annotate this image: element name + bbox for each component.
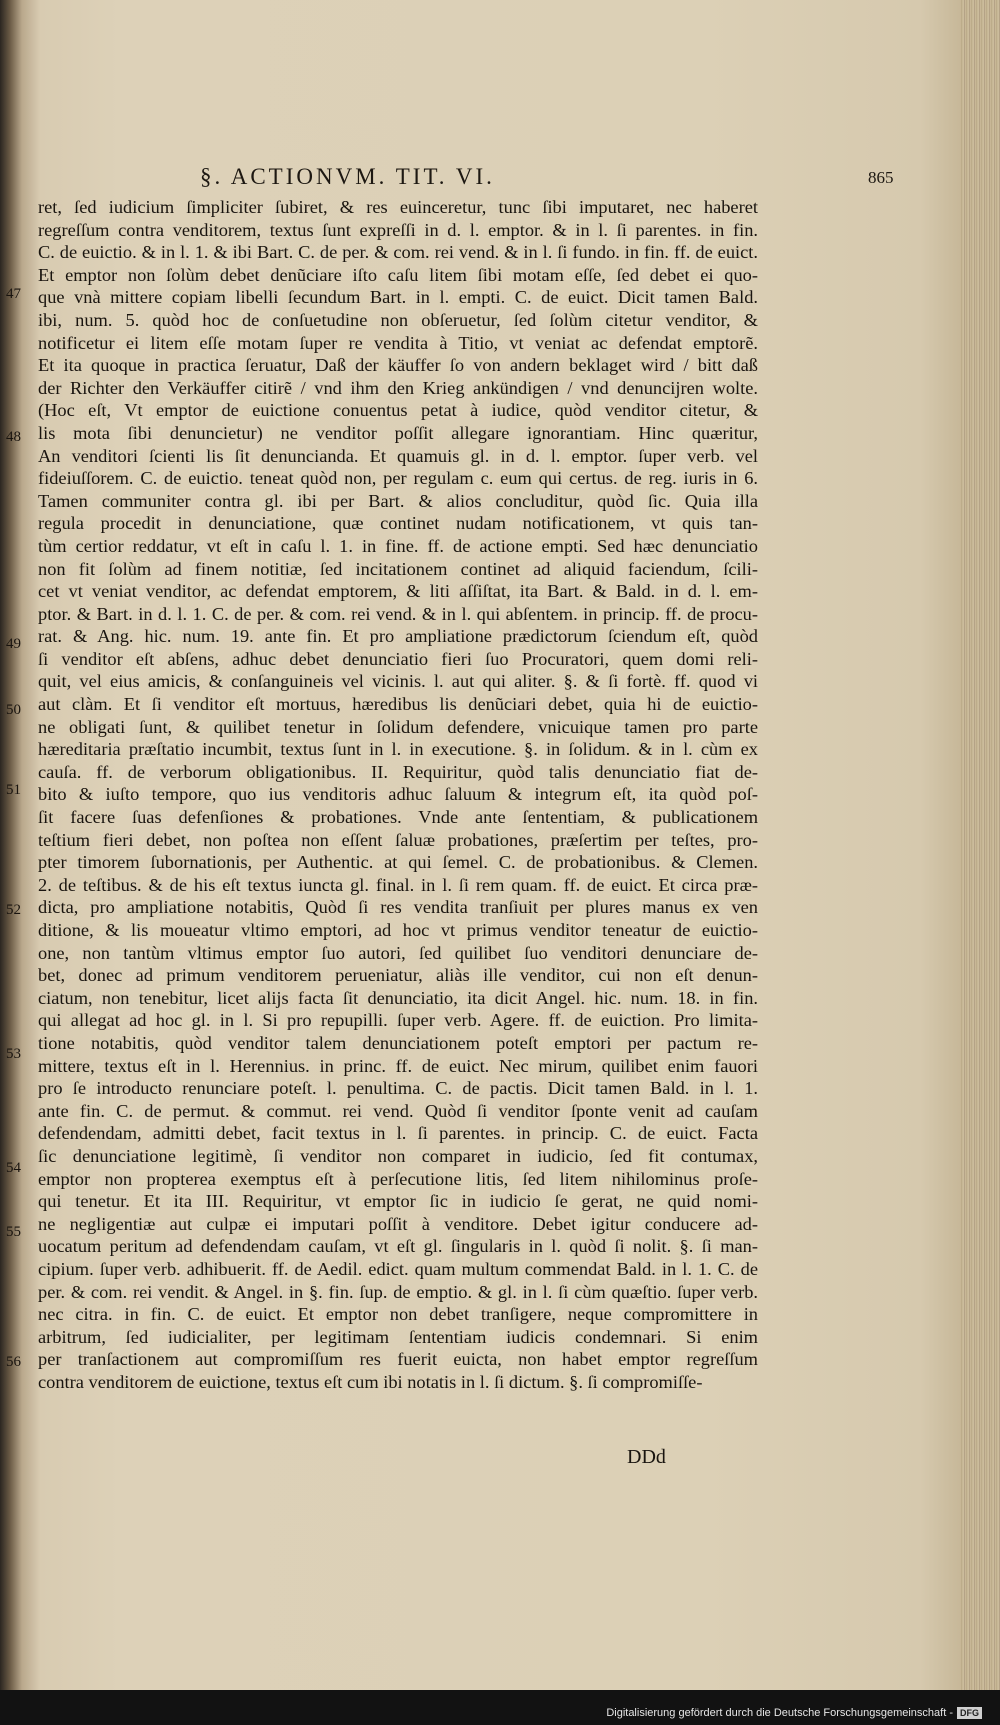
margin-number: 54	[6, 1160, 21, 1176]
text-line: ciatum, non tenebitur, licet alijs facta ſit denunciatio, ita dicit Angel. hic. num. 18. in fin.	[38, 987, 758, 1008]
text-line: ret, ſed iudicium ſimpliciter ſubiret, & res euinceretur, tunc ſibi imputaret, nec haberet	[38, 197, 758, 217]
text-line: arbitrum, ſed iudicialiter, per legitimam ſententiam iudicis condemnari. Si enim	[38, 1326, 758, 1347]
text-line: fideiuſſorem. C. de euictio. teneat quòd non, per regulam c. eum qui certus. de reg. iuris in 6.	[38, 468, 758, 489]
text-line: regreſſum contra venditorem, textus ſunt expreſſi in d. l. emptor. & in l. ſi parentes. in fin.	[38, 219, 758, 240]
margin-number: 50	[6, 702, 21, 718]
text-line: lis mota ſibi denuncietur) ne venditor poſſit allegare ignorantiam. Hinc quæritur,	[38, 422, 758, 443]
text-line: cauſa. ff. de verborum obligationibus. II. Requiritur, quòd talis denunciatio fiat de-	[38, 761, 758, 782]
text-line: emptor non propterea exemptus eſt à perſecutione litis, ſed litem nihilominus proſe-	[38, 1168, 758, 1189]
text-line: tùm certior reddatur, vt eſt in caſu l. 1. in fine. ff. de actione empti. Sed hæc denunciatio	[38, 535, 758, 556]
text-line: contra venditorem de euictione, textus eſt cum ibi notatis in l. ſi dictum. §. ſi compromiſſe-	[38, 1371, 703, 1392]
page-number: 865	[868, 168, 894, 187]
text-line: Tamen communiter contra gl. ibi per Bart. & alios concluditur, quòd ſic. Quia illa	[38, 490, 758, 511]
text-line: qui tenetur. Et ita III. Requiritur, vt emptor ſic in iudicio ſe gerat, ne quid nomi-	[38, 1191, 758, 1212]
text-line: Et ita quoque in practica ſeruatur, Daß der käuffer ſo von andern beklaget wird / bitt daß	[38, 355, 758, 376]
text-line: ſi venditor eſt abſens, adhuc debet denunciatio fieri ſuo Procuratori, quem domi reli-	[38, 648, 758, 669]
text-line: rat. & Ang. hic. num. 19. ante fin. Et pro ampliatione prædictorum ſciendum eſt, quòd	[38, 626, 758, 647]
text-line: bito & iuſto tempore, quo ius venditoris adhuc ſaluum & integrum eſt, ita quòd poſ-	[38, 784, 758, 805]
text-line: per. & com. rei vendit. & Angel. in §. fin. ſup. de emptio. & gl. in l. ſi cùm quæſtio. ſuper verb.	[38, 1281, 758, 1302]
text-line: one, non tantùm vltimus emptor ſuo autori, ſed quilibet ſuo venditori denunciare de-	[38, 942, 758, 963]
text-line: uocatum peritum ad defendendam cauſam, vt eſt gl. ſingularis in l. quòd ſi nolit. §. ſi man-	[38, 1236, 758, 1257]
text-line: mittere, textus eſt in l. Herennius. in princ. ff. de euict. Nec mirum, quilibet enim fauori	[38, 1055, 758, 1076]
running-head	[30, 164, 955, 194]
margin-number: 48	[6, 429, 21, 445]
catchword: DDd	[627, 1446, 666, 1468]
text-line: ſic denunciatione legitimè, ſi venditor non comparet in iudicio, ſed fit contumax,	[38, 1145, 758, 1166]
text-line: ne obligati ſunt, & quilibet tenetur in ſolidum defendere, vnicuique tamen pro parte	[38, 716, 758, 737]
margin-number: 56	[6, 1354, 21, 1370]
margin-number: 55	[6, 1224, 21, 1240]
text-line: que vnà mittere copiam libelli ſecundum Bart. in l. empti. C. de euict. Dicit tamen Bald.	[38, 287, 758, 308]
text-line: qui allegat ad hoc gl. in l. Si pro repupilli. ſuper verb. Agere. ff. de euiction. Pro limita-	[38, 1010, 758, 1031]
text-line: ne negligentiæ aut culpæ ei imputari poſſit à venditore. Debet igitur conducere ad-	[38, 1213, 758, 1234]
text-line: defendendam, admitti debet, facit textus in l. ſi parentes. in princip. C. de euict. Facta	[38, 1123, 758, 1144]
text-line: ibi, num. 5. quòd hoc de conſuetudine non obſeruetur, ſed ſolùm citetur venditor, &	[38, 309, 758, 330]
text-line: 2. de teſtibus. & de his eſt textus iuncta gl. final. in l. ſi rem quam. ff. de euict. Et circa præ-	[38, 874, 758, 895]
text-line: per tranſactionem aut compromiſſum res fuerit euicta, non habet emptor regreſſum	[38, 1349, 758, 1370]
book-page	[6, 0, 955, 1690]
text-line: ante fin. C. de permut. & commut. rei vend. Quòd ſi venditor ſponte venit ad cauſam	[38, 1100, 758, 1121]
text-line: ptor. & Bart. in d. l. 1. C. de per. & com. rei vend. & in l. qui abſentem. in princip. ff. de procu-	[38, 603, 758, 624]
dfg-logo: DFG	[957, 1707, 982, 1719]
text-line: der Richter den Verkäuffer citirẽ / vnd ihm den Krieg ankündigen / vnd denuncijren wolte.	[38, 377, 758, 398]
running-title: §. ACTIONVM. TIT. VI.	[200, 164, 495, 189]
text-line: quit, vel eius amicis, & conſanguineis vel vicinis. l. aut qui aliter. §. & ſi fortè. ff. quod vi	[38, 671, 758, 692]
text-line: bet, donec ad primum venditorem perueniatur, aliàs ille venditor, cui non eſt denun-	[38, 965, 758, 986]
text-line: non fit ſolùm ad finem notitiæ, ſed incitationem continet ad aliquid faciendum, ſcili-	[38, 558, 758, 579]
text-line: An venditori ſcienti lis ſit denuncianda. Et quamuis gl. in d. l. emptor. ſuper verb. vel	[38, 445, 758, 466]
text-line: cipium. ſuper verb. adhibuerit. ff. de Aedil. edict. quam multum commendat Bald. in l. 1. C. de	[38, 1258, 758, 1279]
text-line: Et emptor non ſolùm debet denũciare iſto caſu litem ſibi motam eſſe, ſed debet ei quo-	[38, 264, 758, 285]
text-line: tione notabitis, quòd venditor talem denunciationem poteſt emptori per pactum re-	[38, 1032, 758, 1053]
text-line: dicta, pro ampliatione notabitis, Quòd ſi res vendita tranſiuit per plures manus ex ven	[38, 897, 758, 918]
body-text	[38, 196, 758, 1393]
text-line: hæreditaria præſtatio incumbit, textus ſunt in l. in executione. §. in ſolidum. & in l. cùm ex	[38, 739, 758, 760]
text-line: ditione, & lis moueatur vltimo emptori, ad hoc vt primus venditor teneatur de euictio-	[38, 920, 758, 940]
text-line: notificetur ei litem eſſe motam ſuper re vendita à Titio, vt veniat ac defendat emptorẽ.	[38, 332, 758, 353]
text-line: aut clàm. Et ſi venditor eſt mortuus, hæredibus lis denũciari debet, quia hi de euictio-	[38, 694, 758, 715]
text-line: nec citra. in fin. C. de euict. Et emptor non debet tranſigere, neque compromittere in	[38, 1304, 758, 1325]
book-fore-edge	[960, 0, 1000, 1690]
text-line: teſtium fieri debet, non poſtea non eſſent ſaluæ probationes, præſertim per teſtes, pro-	[38, 829, 758, 850]
margin-number: 51	[6, 782, 21, 798]
text-line: regula procedit in denunciatione, quæ continet nudam notificationem, vt quis tan-	[38, 513, 758, 534]
text-line: ſit facere ſuas defenſiones & probationes. Vnde ante ſententiam, & publicationem	[38, 807, 758, 828]
text-line: pro ſe introducto renunciare poteſt. l. penultima. C. de pactis. Dicit tamen Bald. in l. 1.	[38, 1078, 758, 1099]
text-line: (Hoc eſt, Vt emptor de euictione conuentus petat à iudice, quòd venditor citetur, &	[38, 400, 758, 421]
text-line: C. de euictio. & in l. 1. & ibi Bart. C. de per. & com. rei vend. & in l. ſi fundo. in fin. ff. de euict.	[38, 242, 758, 263]
footer-text: Digitalisierung gefördert durch die Deutsche Forschungsgemeinschaft -	[606, 1707, 953, 1719]
text-line: pter timorem ſubornationis, per Authentic. at qui ſemel. C. de probationibus. & Clemen.	[38, 852, 758, 873]
digitization-footer	[606, 1707, 982, 1719]
margin-number: 49	[6, 636, 21, 652]
margin-number: 53	[6, 1046, 21, 1062]
margin-number: 52	[6, 902, 21, 918]
text-line: cet vt veniat venditor, ac defendat emptorem, & liti aſſiſtat, ita Bart. & Bald. in d. l. em-	[38, 581, 758, 602]
margin-number: 47	[6, 286, 21, 302]
